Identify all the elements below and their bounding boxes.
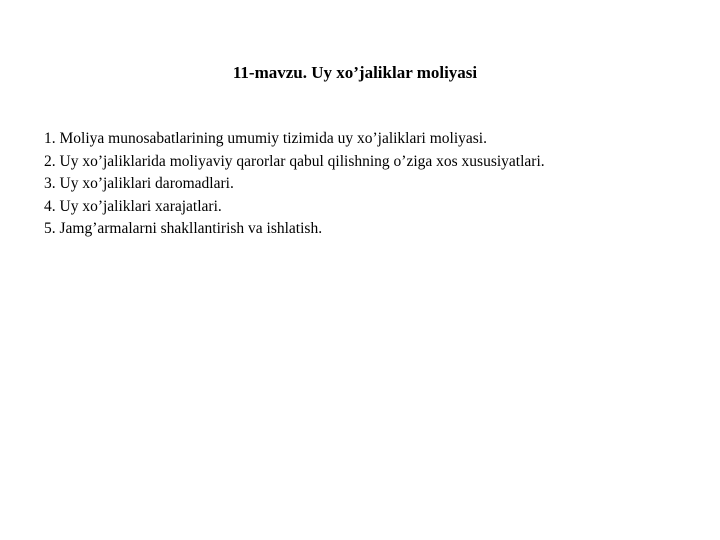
topic-item-3: 3. Uy xo’jaliklari daromadlari.	[44, 175, 234, 192]
topic-item-4: 4. Uy xo’jaliklari xarajatlari.	[44, 197, 222, 215]
topic-item-5: 5. Jamg’armalarni shakllantirish va ishlatish.	[44, 220, 323, 237]
topic-item-1: 1. Moliya munosabatlarining umumiy tizimida uy xo’jaliklari moliyasi.	[44, 130, 487, 147]
slide-title: 11-mavzu. Uy xo’jaliklar moliyasi	[232, 63, 478, 82]
topic-item-2: 2. Uy xo’jaliklarida moliyaviy qarorlar qabul qilishning o’ziga xos xususiyatlari.	[44, 152, 545, 170]
topic-list	[44, 128, 694, 241]
